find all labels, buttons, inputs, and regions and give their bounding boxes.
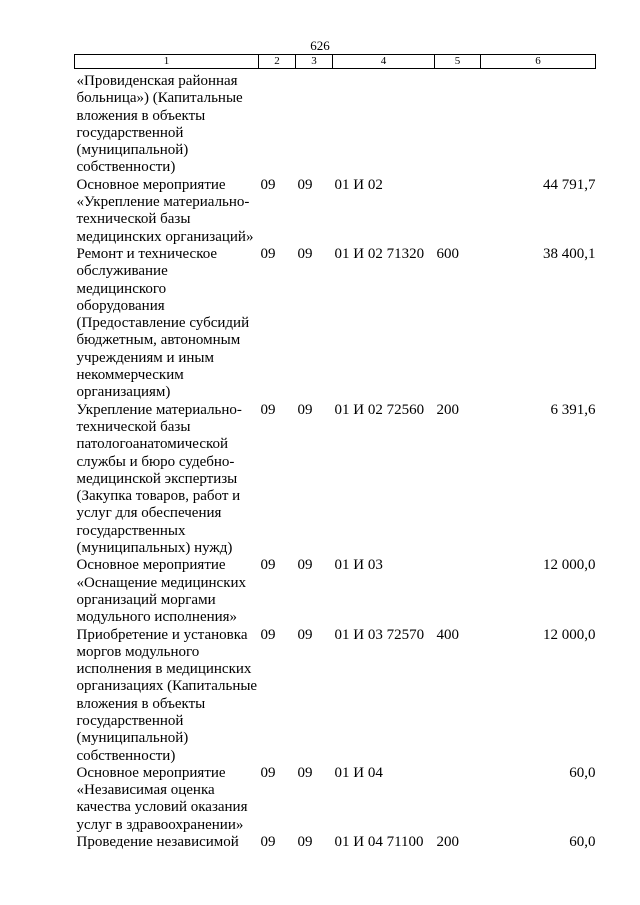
column-header-2: 2 bbox=[259, 55, 296, 69]
column-header-1: 1 bbox=[75, 55, 259, 69]
expense-type-code bbox=[435, 557, 481, 626]
section-code: 09 bbox=[260, 245, 276, 262]
subsection-code: 09 bbox=[297, 626, 313, 643]
expense-type-code: 200 bbox=[436, 401, 459, 418]
section-code: 09 bbox=[260, 626, 276, 643]
target-article-code: 01 И 02 72560 bbox=[334, 401, 425, 418]
target-article-code: 01 И 02 71320 bbox=[334, 245, 425, 262]
amount: 38 400,1 bbox=[543, 245, 596, 262]
table-row bbox=[75, 69, 596, 177]
table-body bbox=[75, 69, 596, 852]
column-header-3: 3 bbox=[296, 55, 333, 69]
target-article-code: 01 И 03 bbox=[334, 557, 383, 574]
amount: 6 391,6 bbox=[550, 401, 596, 418]
expense-type-code: 400 bbox=[436, 626, 459, 643]
subsection-code: 09 bbox=[297, 834, 313, 851]
expense-type-code bbox=[435, 177, 481, 246]
target-article-code: 01 И 04 bbox=[334, 764, 383, 781]
section-code: 09 bbox=[260, 401, 276, 418]
table-row bbox=[75, 246, 596, 402]
table-row bbox=[75, 765, 596, 834]
header-row bbox=[75, 55, 596, 69]
budget-table bbox=[74, 54, 596, 851]
item-name: «Провиденская районная больница») (Капитальные вложения в объекты государственной (муниципальной) собственности) bbox=[76, 73, 243, 176]
table-header bbox=[75, 55, 596, 69]
table-row bbox=[75, 402, 596, 558]
subsection-code: 09 bbox=[297, 176, 313, 193]
section-code: 09 bbox=[260, 176, 276, 193]
section-code bbox=[259, 69, 296, 177]
item-name: Основное мероприятие «Оснащение медицинских организаций моргами модульного исполнения» bbox=[76, 557, 247, 626]
amount bbox=[481, 69, 596, 177]
subsection-code: 09 bbox=[297, 557, 313, 574]
item-name: Приобретение и установка моргов модульного исполнения в медицинских организациях (Капитальные вложения в объекты государственной (муниципальной) собственности) bbox=[76, 626, 258, 764]
section-code: 09 bbox=[260, 764, 276, 781]
expense-type-code bbox=[435, 69, 481, 177]
target-article-code: 01 И 04 71100 bbox=[334, 834, 424, 851]
column-header-6: 6 bbox=[481, 55, 596, 69]
target-article-code: 01 И 03 72570 bbox=[334, 626, 425, 643]
table-row bbox=[75, 177, 596, 246]
subsection-code: 09 bbox=[297, 764, 313, 781]
target-article-code: 01 И 02 bbox=[334, 176, 383, 193]
item-name: Укрепление материально- технической базы патологоанатомической службы и бюро судебно- медицинской экспертизы (Закупка товаров, работ и услуг для обеспечения государственных (муниципальных) нужд) bbox=[76, 401, 242, 557]
item-name: Основное мероприятие «Укрепление материально- технической базы медицинских организаций» bbox=[76, 176, 254, 245]
amount: 60,0 bbox=[569, 764, 596, 781]
subsection-code: 09 bbox=[297, 401, 313, 418]
table-row bbox=[75, 834, 596, 851]
amount: 60,0 bbox=[569, 834, 596, 851]
expense-type-code: 600 bbox=[436, 245, 459, 262]
table-row bbox=[75, 627, 596, 765]
item-name: Ремонт и техническое обслуживание медицинского оборудования (Предоставление субсидий бюджетным, автономным учреждениям и иным некоммерческим организациям) bbox=[76, 245, 250, 401]
column-header-4: 4 bbox=[333, 55, 435, 69]
subsection-code: 09 bbox=[297, 245, 313, 262]
section-code: 09 bbox=[260, 834, 276, 851]
amount: 12 000,0 bbox=[543, 557, 596, 574]
amount: 44 791,7 bbox=[543, 176, 596, 193]
subsection-code bbox=[296, 69, 333, 177]
expense-type-code bbox=[435, 765, 481, 834]
section-code: 09 bbox=[260, 557, 276, 574]
item-name: Основное мероприятие «Независимая оценка качества условий оказания услуг в здравоохранении» bbox=[76, 764, 248, 833]
column-header-5: 5 bbox=[435, 55, 481, 69]
table-row bbox=[75, 557, 596, 626]
expense-type-code: 200 bbox=[436, 834, 459, 851]
target-article-code bbox=[333, 69, 435, 177]
item-name: Проведение независимой bbox=[76, 834, 239, 851]
amount: 12 000,0 bbox=[543, 626, 596, 643]
page-number: 626 bbox=[310, 38, 330, 53]
